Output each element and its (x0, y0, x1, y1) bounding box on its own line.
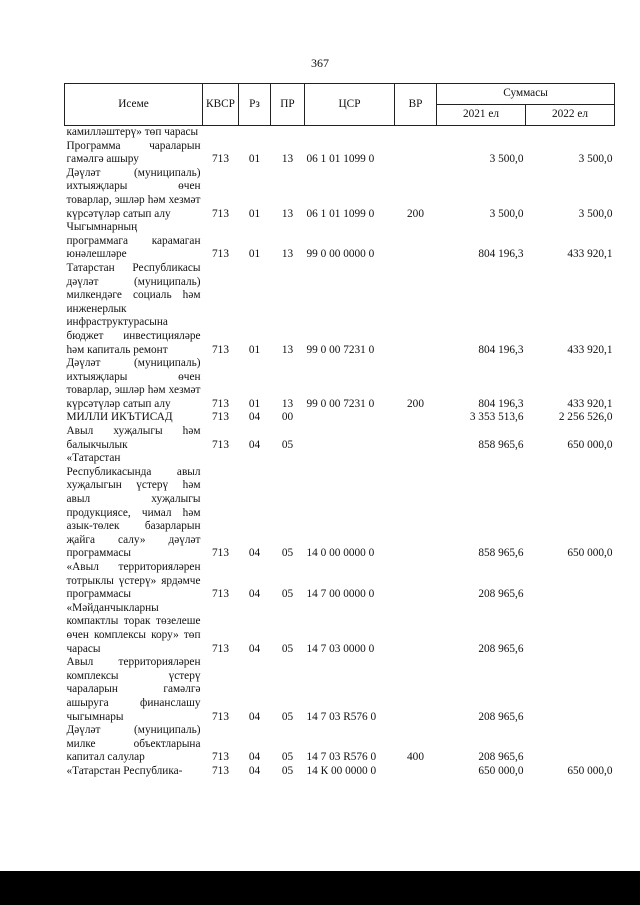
row-vr (395, 126, 437, 140)
row-rz: 04 (248, 642, 261, 655)
row-name: «Авыл территорияләрен тотрыклы үстерү» ярдәмче программасы (66, 561, 201, 601)
row-csr: 14 7 03 R576 0 (306, 751, 377, 764)
row-rz: 04 (248, 547, 261, 560)
row-sum-2022: 3 500,0 (578, 207, 613, 220)
row-csr: 99 0 00 0000 0 (306, 248, 375, 261)
table-row (65, 126, 615, 140)
row-vr (395, 425, 437, 452)
row-rz: 04 (248, 764, 261, 777)
row-sum-2022 (526, 126, 615, 140)
row-pr: 05 (281, 642, 294, 655)
row-rz: 04 (248, 411, 261, 424)
row-kvsr: 713 (212, 411, 229, 424)
row-rz: 04 (248, 710, 261, 723)
table-row (65, 765, 615, 779)
row-kvsr: 713 (212, 588, 229, 601)
row-rz: 01 (248, 397, 261, 410)
row-pr: 13 (281, 248, 294, 261)
row-csr: 99 0 00 7231 0 (306, 397, 375, 410)
row-name: Дәүләт (муниципаль) ихтыяҗлары өчен товарлар, эшләр һәм хезмәт күрсәтүләр сатып алу (66, 357, 201, 410)
row-rz (239, 126, 271, 140)
row-vr: 400 (407, 751, 424, 764)
row-vr: 200 (407, 397, 424, 410)
budget-table (64, 83, 615, 779)
row-rz: 04 (248, 751, 261, 764)
table-row (65, 167, 615, 221)
table-row (65, 602, 615, 656)
row-csr: 14 0 00 0000 0 (306, 547, 375, 560)
row-pr: 05 (281, 438, 294, 451)
row-name: «Татарстан Республика- (66, 764, 183, 777)
row-kvsr: 713 (212, 343, 229, 356)
row-rz: 01 (248, 207, 261, 220)
row-rz: 04 (248, 438, 261, 451)
row-sum-2022: 650 000,0 (567, 764, 613, 777)
row-sum-2022: 650 000,0 (567, 547, 613, 560)
row-pr: 00 (281, 411, 294, 424)
row-pr: 05 (281, 588, 294, 601)
table-row (65, 452, 615, 561)
row-pr: 13 (281, 343, 294, 356)
scan-bottom-edge (0, 871, 640, 905)
row-kvsr: 713 (212, 153, 229, 166)
row-name: Программа чараларын гамәлгә ашыру (66, 139, 201, 166)
row-vr (395, 140, 437, 167)
row-vr (395, 221, 437, 262)
header-kvsr: КВСР (203, 84, 239, 126)
row-sum-2021: 208 965,6 (478, 710, 524, 723)
row-rz: 01 (248, 343, 261, 356)
table-row (65, 140, 615, 167)
row-sum-2021: 804 196,3 (478, 397, 524, 410)
row-kvsr: 713 (212, 751, 229, 764)
table-row (65, 357, 615, 411)
row-name: Дәүләт (муниципаль) милке объектларына капитал салулар (66, 724, 201, 764)
row-vr (395, 262, 437, 357)
row-sum-2022 (526, 724, 615, 765)
row-sum-2021: 804 196,3 (478, 343, 524, 356)
row-vr (395, 765, 437, 779)
row-rz: 01 (248, 248, 261, 261)
row-name: Авыл хуҗалыгы һәм балыкчылык (66, 425, 201, 451)
row-sum-2021 (437, 126, 526, 140)
table-row (65, 656, 615, 724)
page-number: 367 (311, 56, 329, 70)
row-sum-2022 (526, 561, 615, 602)
row-kvsr: 713 (212, 710, 229, 723)
row-csr (305, 425, 395, 452)
row-pr: 05 (281, 547, 294, 560)
row-csr: 14 К 00 0000 0 (306, 764, 377, 777)
row-pr: 05 (281, 764, 294, 777)
row-rz: 04 (248, 588, 261, 601)
table-row (65, 425, 615, 452)
header-sums: Суммасы (437, 84, 615, 105)
row-csr: 06 1 01 1099 0 (306, 207, 375, 220)
row-csr: 14 7 00 0000 0 (306, 588, 375, 601)
row-name: МИЛЛИ ИКЪТИСАД (66, 411, 173, 424)
row-pr: 05 (281, 751, 294, 764)
row-sum-2022: 2 256 526,0 (558, 411, 613, 424)
row-sum-2022: 433 920,1 (567, 343, 613, 356)
header-pr: ПР (271, 84, 305, 126)
row-name: Авыл территорияләрен комплексы үстерү чараларын гамәлгә ашыруга финанслашу чыгымнары (66, 656, 201, 723)
table-row (65, 262, 615, 357)
row-vr (395, 561, 437, 602)
row-vr (395, 452, 437, 561)
row-sum-2021: 208 965,6 (478, 751, 524, 764)
row-kvsr: 713 (212, 438, 229, 451)
row-name: «Татарстан Республикасында авыл хуҗалыгын үстерү һәм авыл хуҗалыгы продукциясе, чимал һәм азык-төлек базарларын җайга салу» дәүләт программасы (66, 452, 201, 560)
row-csr: 99 0 00 7231 0 (306, 343, 375, 356)
row-rz: 01 (248, 153, 261, 166)
row-csr: 14 7 03 0000 0 (306, 642, 375, 655)
row-kvsr: 713 (212, 764, 229, 777)
row-csr: 06 1 01 1099 0 (306, 153, 375, 166)
header-2021: 2021 ел (437, 105, 526, 126)
row-vr (395, 602, 437, 656)
row-csr: 14 7 03 R576 0 (306, 710, 377, 723)
row-vr (395, 656, 437, 724)
row-pr: 13 (281, 207, 294, 220)
row-kvsr: 713 (212, 642, 229, 655)
row-pr: 13 (281, 153, 294, 166)
row-name: Татарстан Республикасы дәүләт (муниципаль) милкендәге социаль һәм инженерлык инфраструктурасына бюджет инвестицияләре һәм капиталь ремонт (66, 261, 201, 356)
row-name: Дәүләт (муниципаль) ихтыяҗлары өчен товарлар, эшләр һәм хезмәт күрсәтүләр сатып алу (66, 166, 201, 220)
row-sum-2022: 433 920,1 (567, 397, 613, 410)
row-sum-2021: 3 500,0 (489, 153, 524, 166)
row-vr (395, 411, 437, 425)
header-name: Исеме (65, 84, 203, 126)
row-sum-2021: 208 965,6 (478, 588, 524, 601)
table-body (65, 126, 615, 779)
header-row (65, 84, 615, 105)
row-kvsr: 713 (212, 397, 229, 410)
row-vr: 200 (407, 207, 424, 220)
row-sum-2022 (526, 656, 615, 724)
table-row (65, 221, 615, 262)
row-pr (271, 126, 305, 140)
row-csr (305, 126, 395, 140)
row-sum-2022: 650 000,0 (567, 438, 613, 451)
row-name: Чыгымнарның программага карамаган юнәлешләре (66, 221, 201, 261)
row-pr: 05 (281, 710, 294, 723)
row-pr: 13 (281, 397, 294, 410)
row-kvsr (203, 126, 239, 140)
row-sum-2022: 3 500,0 (578, 153, 613, 166)
row-sum-2021: 3 500,0 (489, 207, 524, 220)
row-csr (305, 411, 395, 425)
header-csr: ЦСР (305, 84, 395, 126)
table-row (65, 411, 615, 425)
row-sum-2021: 858 965,6 (478, 547, 524, 560)
row-kvsr: 713 (212, 207, 229, 220)
table-row (65, 561, 615, 602)
header-2022: 2022 ел (526, 105, 615, 126)
row-sum-2021: 858 965,6 (478, 438, 524, 451)
row-kvsr: 713 (212, 547, 229, 560)
row-sum-2021: 3 353 513,6 (469, 411, 524, 424)
header-vr: ВР (395, 84, 437, 126)
row-kvsr: 713 (212, 248, 229, 261)
table-row (65, 724, 615, 765)
row-sum-2021: 208 965,6 (478, 642, 524, 655)
row-name: «Мәйданчыкларны компактлы торак төзелеше өчен комплексы кору» төп чарасы (66, 601, 201, 655)
row-sum-2022: 433 920,1 (567, 248, 613, 261)
row-sum-2021: 650 000,0 (478, 764, 524, 777)
row-sum-2021: 804 196,3 (478, 248, 524, 261)
row-name: камилләштерү» төп чарасы (66, 126, 199, 138)
row-sum-2022 (526, 602, 615, 656)
header-rz: Рз (239, 84, 271, 126)
